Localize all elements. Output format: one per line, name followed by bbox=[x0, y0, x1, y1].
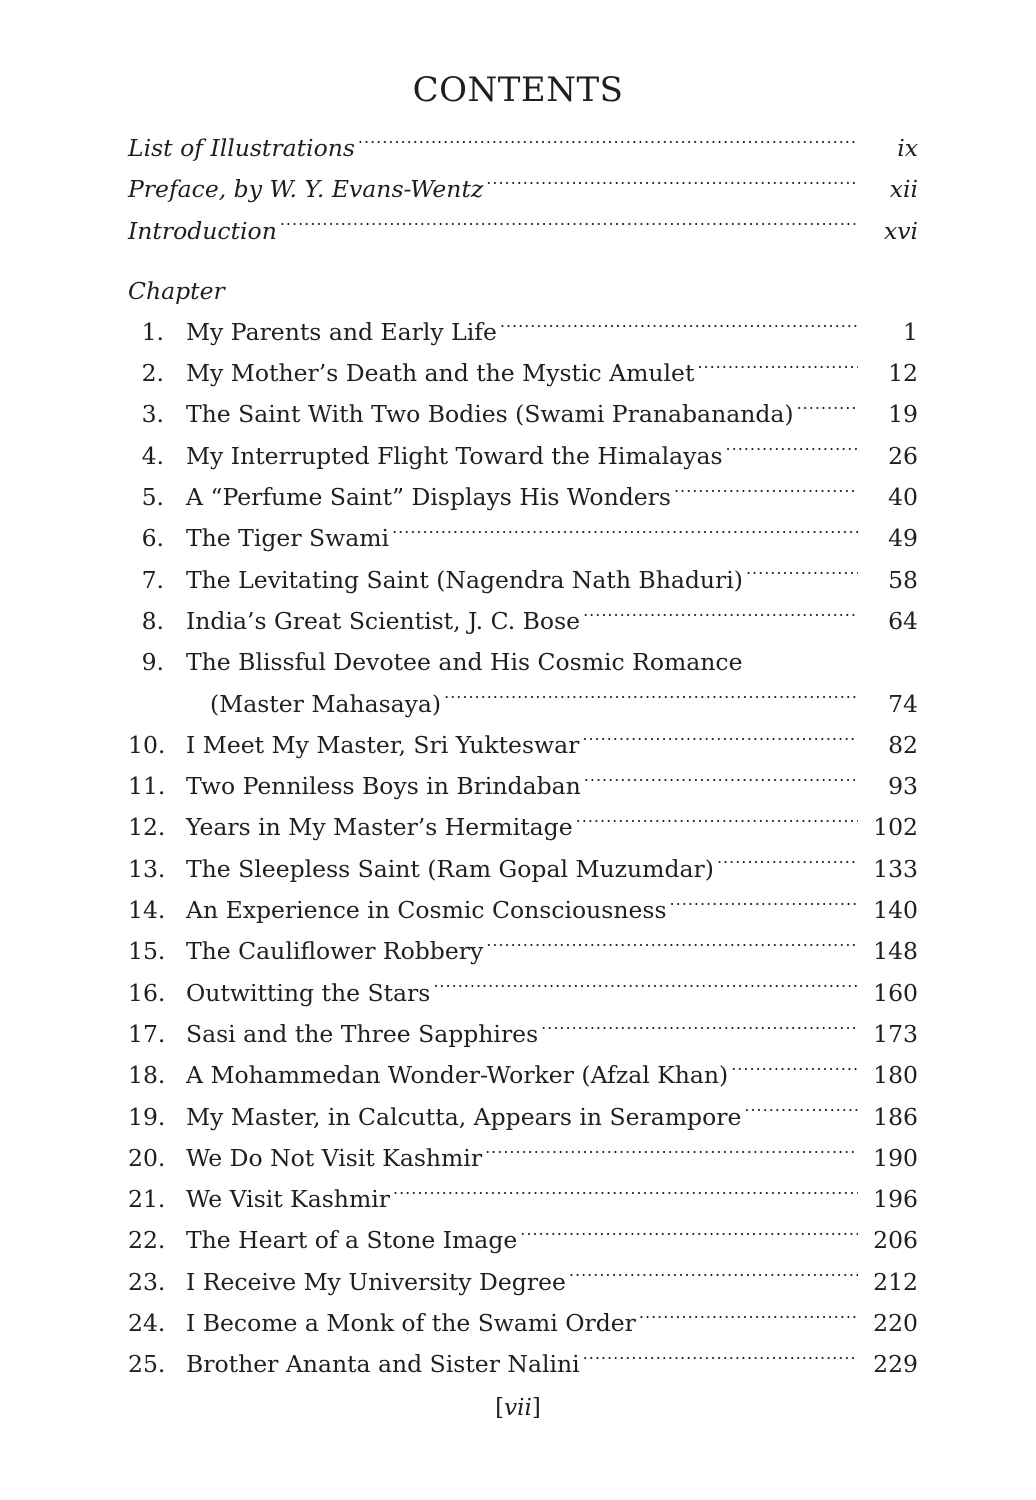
dot-leader bbox=[486, 174, 858, 198]
entry-page-number: 74 bbox=[888, 689, 918, 718]
entry-page-number: 148 bbox=[873, 937, 918, 966]
dot-leader bbox=[520, 1225, 858, 1249]
entry-page-number: ix bbox=[897, 134, 918, 162]
entry-page-number: 133 bbox=[873, 854, 918, 883]
chapter-number: 2. bbox=[141, 359, 164, 388]
toc-entry-chapter bbox=[128, 1014, 918, 1055]
toc-entry-chapter bbox=[128, 436, 918, 477]
toc-entry-chapter bbox=[128, 849, 918, 890]
entry-title: Sasi and the Three Sapphires bbox=[186, 1019, 539, 1048]
dot-leader bbox=[697, 358, 858, 382]
toc-entry-chapter bbox=[128, 1303, 918, 1344]
entry-title: An Experience in Cosmic Consciousness bbox=[186, 896, 667, 925]
chapter-number: 13. bbox=[128, 854, 166, 883]
entry-page-number: 93 bbox=[888, 772, 918, 801]
toc-entry-chapter bbox=[128, 1220, 918, 1261]
footer-bracket-open: [ bbox=[495, 1395, 505, 1421]
chapter-number: 12. bbox=[128, 813, 166, 842]
toc-entry-chapter bbox=[128, 1097, 918, 1138]
entry-title: Introduction bbox=[128, 216, 277, 245]
dot-leader bbox=[358, 133, 858, 157]
chapter-number: 9. bbox=[141, 648, 164, 677]
entry-title: The Levitating Saint (Nagendra Nath Bhaduri) bbox=[186, 565, 743, 594]
chapter-heading: Chapter bbox=[128, 276, 225, 305]
entry-title: The Tiger Swami bbox=[186, 524, 390, 553]
table-of-contents bbox=[128, 128, 918, 1386]
chapter-number: 1. bbox=[141, 317, 164, 346]
entry-title: We Do Not Visit Kashmir bbox=[186, 1143, 483, 1172]
chapter-number: 7. bbox=[141, 565, 164, 594]
dot-leader bbox=[583, 605, 858, 629]
entry-page-number: xvi bbox=[883, 216, 918, 245]
chapter-list bbox=[128, 312, 918, 1386]
toc-entry-chapter bbox=[128, 1344, 918, 1385]
toc-entry-chapter bbox=[128, 1179, 918, 1220]
entry-title: The Blissful Devotee and His Cosmic Romance bbox=[186, 648, 743, 677]
chapter-number: 4. bbox=[141, 441, 164, 470]
chapter-number: 19. bbox=[128, 1102, 166, 1131]
entry-page-number: 206 bbox=[873, 1226, 918, 1255]
dot-leader bbox=[731, 1060, 858, 1084]
entry-title: My Parents and Early Life bbox=[186, 317, 497, 346]
dot-leader bbox=[500, 316, 858, 340]
entry-page-number: 173 bbox=[873, 1019, 918, 1048]
dot-leader bbox=[393, 1184, 858, 1208]
entry-page-number: xii bbox=[889, 175, 918, 204]
entry-title: I Become a Monk of the Swami Order bbox=[186, 1309, 636, 1338]
dot-leader bbox=[717, 853, 858, 877]
toc-entry-front bbox=[128, 128, 918, 169]
toc-entry-chapter bbox=[128, 973, 918, 1014]
chapter-number: 23. bbox=[128, 1267, 166, 1296]
dot-leader bbox=[674, 482, 858, 506]
entry-title: Outwitting the Stars bbox=[186, 978, 431, 1007]
entry-page-number: 229 bbox=[873, 1350, 918, 1379]
toc-entry-chapter bbox=[128, 725, 918, 766]
page-title: CONTENTS bbox=[412, 70, 624, 110]
entry-page-number: 26 bbox=[888, 441, 918, 470]
dot-leader bbox=[486, 936, 858, 960]
toc-entry-chapter bbox=[128, 477, 918, 518]
dot-leader bbox=[584, 771, 858, 795]
entry-title: Brother Ananta and Sister Nalini bbox=[186, 1350, 580, 1379]
footer-page-number: vii bbox=[504, 1395, 532, 1421]
chapter-number: 17. bbox=[128, 1019, 166, 1048]
entry-title: The Cauliflower Robbery bbox=[186, 937, 484, 966]
dot-leader bbox=[670, 895, 858, 919]
entry-page-number: 102 bbox=[873, 813, 918, 842]
chapter-number: 22. bbox=[128, 1226, 166, 1255]
entry-title: India’s Great Scientist, J. C. Bose bbox=[186, 606, 581, 635]
entry-title: My Master, in Calcutta, Appears in Serampore bbox=[186, 1102, 742, 1131]
chapter-number: 20. bbox=[128, 1143, 166, 1172]
toc-entry-chapter bbox=[128, 601, 918, 642]
entry-page-number: 82 bbox=[888, 730, 918, 759]
footer-bracket-close: ] bbox=[531, 1395, 541, 1421]
dot-leader bbox=[744, 1101, 858, 1125]
chapter-number: 8. bbox=[141, 606, 164, 635]
front-matter-list bbox=[128, 128, 918, 252]
entry-page-number: 12 bbox=[888, 359, 918, 388]
toc-entry-chapter bbox=[128, 1262, 918, 1303]
dot-leader bbox=[444, 688, 858, 712]
toc-entry-continuation bbox=[128, 684, 918, 725]
dot-leader bbox=[639, 1308, 858, 1332]
dot-leader bbox=[726, 440, 858, 464]
toc-entry-front bbox=[128, 211, 918, 252]
toc-entry-chapter bbox=[128, 642, 918, 683]
dot-leader bbox=[541, 1018, 858, 1042]
entry-page-number: 160 bbox=[873, 978, 918, 1007]
entry-title: Two Penniless Boys in Brindaban bbox=[186, 772, 581, 801]
chapter-number: 24. bbox=[128, 1309, 166, 1338]
entry-page-number: 49 bbox=[888, 524, 918, 553]
entry-title: My Interrupted Flight Toward the Himalayas bbox=[186, 441, 723, 470]
entry-page-number: 196 bbox=[873, 1185, 918, 1214]
dot-leader bbox=[582, 729, 858, 753]
dot-leader bbox=[485, 1142, 858, 1166]
dot-leader bbox=[583, 1349, 858, 1373]
chapter-number: 25. bbox=[128, 1350, 166, 1379]
entry-title: A “Perfume Saint” Displays His Wonders bbox=[186, 483, 671, 512]
entry-title: A Mohammedan Wonder-Worker (Afzal Khan) bbox=[186, 1061, 729, 1090]
chapter-number: 15. bbox=[128, 937, 166, 966]
entry-page-number: 40 bbox=[888, 483, 918, 512]
dot-leader bbox=[280, 215, 858, 239]
entry-title: I Meet My Master, Sri Yukteswar bbox=[186, 730, 580, 759]
chapter-number: 14. bbox=[128, 896, 166, 925]
toc-entry-chapter bbox=[128, 766, 918, 807]
chapter-number: 18. bbox=[128, 1061, 166, 1090]
entry-page-number: 1 bbox=[903, 317, 918, 346]
toc-entry-chapter bbox=[128, 1055, 918, 1096]
toc-entry-front bbox=[128, 169, 918, 210]
dot-leader bbox=[392, 523, 858, 547]
chapter-number: 16. bbox=[128, 978, 166, 1007]
toc-entry-chapter bbox=[128, 931, 918, 972]
entry-page-number: 212 bbox=[873, 1267, 918, 1296]
chapter-number: 10. bbox=[128, 730, 166, 759]
entry-page-number: 180 bbox=[873, 1061, 918, 1090]
dot-leader bbox=[797, 399, 858, 423]
entry-page-number: 58 bbox=[888, 565, 918, 594]
entry-title: The Saint With Two Bodies (Swami Pranabananda) bbox=[186, 400, 794, 429]
chapter-number: 5. bbox=[141, 483, 164, 512]
entry-title: The Heart of a Stone Image bbox=[186, 1226, 518, 1255]
entry-page-number: 186 bbox=[873, 1102, 918, 1131]
entry-title-continued: (Master Mahasaya) bbox=[210, 689, 442, 718]
entry-title: We Visit Kashmir bbox=[186, 1185, 390, 1214]
chapter-number: 21. bbox=[128, 1185, 166, 1214]
entry-title: My Mother’s Death and the Mystic Amulet bbox=[186, 359, 695, 388]
entry-page-number: 220 bbox=[873, 1309, 918, 1338]
toc-entry-chapter bbox=[128, 518, 918, 559]
toc-entry-chapter bbox=[128, 807, 918, 848]
dot-leader bbox=[569, 1266, 858, 1290]
toc-entry-chapter bbox=[128, 560, 918, 601]
toc-entry-chapter bbox=[128, 890, 918, 931]
toc-entry-chapter bbox=[128, 394, 918, 435]
dot-leader bbox=[433, 977, 858, 1001]
toc-entry-chapter bbox=[128, 312, 918, 353]
entry-title: List of Illustrations bbox=[128, 134, 355, 162]
entry-title: I Receive My University Degree bbox=[186, 1267, 566, 1296]
toc-entry-chapter bbox=[128, 1138, 918, 1179]
entry-page-number: 190 bbox=[873, 1143, 918, 1172]
entry-title: The Sleepless Saint (Ram Gopal Muzumdar) bbox=[186, 854, 714, 883]
toc-entry-chapter bbox=[128, 353, 918, 394]
entry-title: Years in My Master’s Hermitage bbox=[186, 813, 573, 842]
page-number-footer bbox=[0, 1395, 1036, 1421]
entry-page-number: 140 bbox=[873, 896, 918, 925]
entry-title: Preface, by W. Y. Evans-Wentz bbox=[128, 175, 484, 204]
dot-leader bbox=[576, 812, 858, 836]
chapter-number: 3. bbox=[141, 400, 164, 429]
chapter-number: 11. bbox=[128, 772, 166, 801]
entry-page-number: 64 bbox=[888, 606, 918, 635]
entry-page-number: 19 bbox=[888, 400, 918, 429]
dot-leader bbox=[746, 564, 858, 588]
chapter-number: 6. bbox=[141, 524, 164, 553]
